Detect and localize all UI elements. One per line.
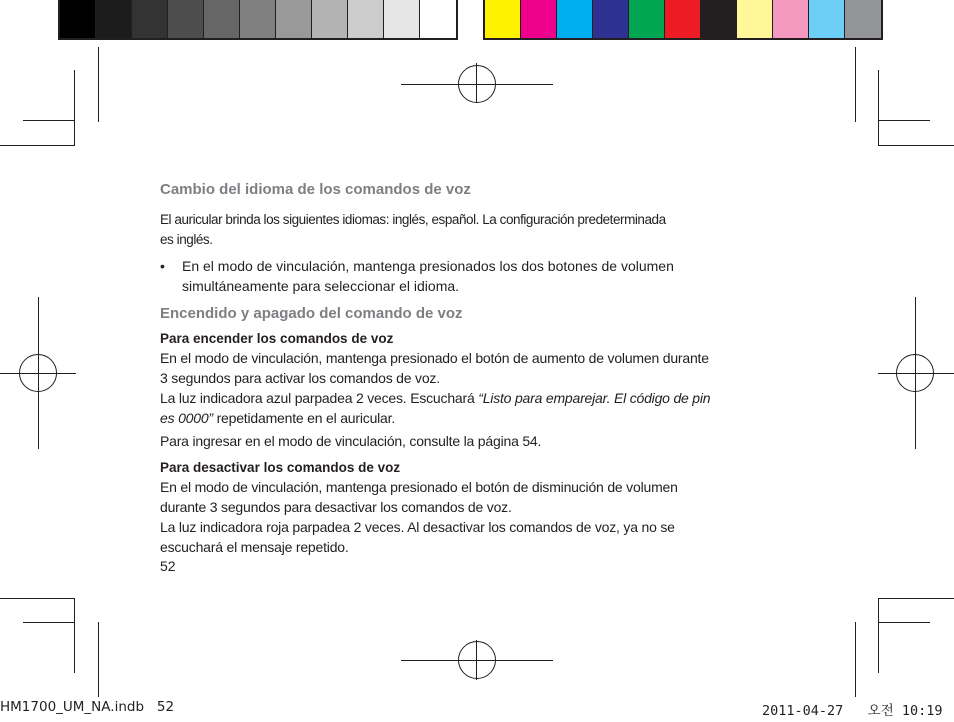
body-text-line: La luz indicadora roja parpadea 2 veces. Al desactivar los comandos de voz, ya no se — [160, 519, 675, 535]
color-swatch — [521, 0, 557, 38]
crop-mark — [23, 622, 75, 623]
registration-circle — [458, 641, 496, 679]
color-swatch — [773, 0, 809, 38]
slug-datetime: 2011-04-27 오전 10:19 — [762, 703, 943, 719]
grayscale-color-bar — [58, 0, 458, 40]
color-swatch — [384, 0, 420, 38]
color-swatch — [312, 0, 348, 38]
section-heading-language: Cambio del idioma de los comandos de voz — [160, 181, 471, 198]
process-color-bar — [483, 0, 883, 40]
bullet-text-line: simultáneamente para seleccionar el idioma. — [182, 278, 460, 294]
color-swatch — [809, 0, 845, 38]
subheading-turn-off: Para desactivar los comandos de voz — [160, 460, 401, 475]
registration-circle — [458, 65, 496, 103]
bullet-symbol: • — [160, 258, 165, 274]
crop-mark — [74, 70, 75, 145]
subheading-turn-on: Para encender los comandos de voz — [160, 331, 394, 346]
color-swatch — [276, 0, 312, 38]
crop-mark — [878, 598, 879, 673]
body-text-line: Para ingresar en el modo de vinculación, consulte la página 54. — [160, 433, 542, 449]
crop-mark — [74, 598, 75, 673]
registration-circle — [19, 354, 57, 392]
registration-circle — [896, 354, 934, 392]
crop-mark — [98, 47, 99, 122]
color-swatch — [845, 0, 881, 38]
crop-mark — [98, 622, 99, 697]
crop-mark — [855, 622, 856, 697]
color-swatch — [665, 0, 701, 38]
color-swatch — [557, 0, 593, 38]
color-swatch — [348, 0, 384, 38]
color-swatch — [204, 0, 240, 38]
crop-mark — [878, 120, 930, 121]
body-text-line: durante 3 segundos para desactivar los comandos de voz. — [160, 499, 512, 515]
color-swatch — [96, 0, 132, 38]
page-content — [160, 180, 800, 557]
crop-mark — [23, 120, 75, 121]
page-number: 52 — [160, 558, 176, 574]
intro-text-line: El auricular brinda los siguientes idiomas: inglés, español. La configuración predeterminada — [160, 212, 666, 227]
bullet-text-line: En el modo de vinculación, mantenga presionados los dos botones de volumen — [182, 258, 674, 274]
color-swatch — [701, 0, 737, 38]
color-swatch — [485, 0, 521, 38]
quoted-prompt: es 0000” — [160, 410, 213, 426]
color-swatch — [132, 0, 168, 38]
color-swatch — [420, 0, 456, 38]
crop-mark — [878, 70, 879, 145]
bullet-item — [160, 256, 800, 296]
crop-mark — [0, 145, 75, 146]
slug-filename: HM1700_UM_NA.indb 52 — [0, 699, 175, 715]
body-text-line — [160, 408, 800, 428]
body-text-span: repetidamente en el auricular. — [212, 410, 396, 426]
body-text-line: 3 segundos para activar los comandos de voz. — [160, 370, 440, 386]
crop-mark — [855, 47, 856, 122]
quoted-prompt: “Listo para emparejar. El código de pin — [478, 390, 711, 406]
body-text-line: En el modo de vinculación, mantenga presionado el botón de disminución de volumen — [160, 479, 678, 495]
body-text-line: escuchará el mensaje repetido. — [160, 539, 349, 555]
body-text-span: La luz indicadora azul parpadea 2 veces. Escuchará — [160, 390, 479, 406]
intro-text-line: es inglés. — [160, 232, 213, 247]
crop-mark — [878, 622, 930, 623]
color-swatch — [593, 0, 629, 38]
color-swatch — [629, 0, 665, 38]
section-heading-voice-command: Encendido y apagado del comando de voz — [160, 305, 463, 322]
body-text-line: En el modo de vinculación, mantenga presionado el botón de aumento de volumen durante — [160, 350, 709, 366]
crop-mark — [0, 598, 75, 599]
color-swatch — [168, 0, 204, 38]
crop-mark — [878, 145, 954, 146]
crop-mark — [878, 598, 954, 599]
color-swatch — [240, 0, 276, 38]
body-text-line — [160, 388, 800, 408]
color-swatch — [737, 0, 773, 38]
color-swatch — [60, 0, 96, 38]
